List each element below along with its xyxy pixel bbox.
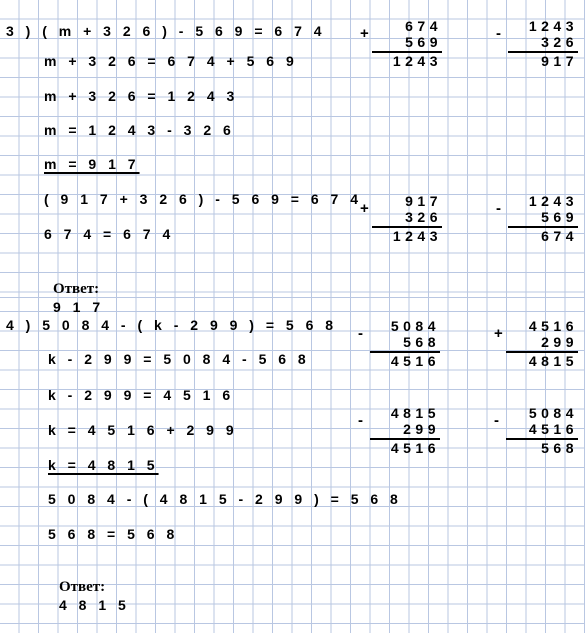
calc-operand-b: 326 <box>541 34 578 50</box>
p4-step-1: k - 2 9 9 = 5 0 8 4 - 5 6 8 <box>48 351 310 367</box>
p3-calc-3 <box>360 193 442 244</box>
p3-calc-1 <box>360 18 442 69</box>
p3-answer-label: Ответ: <box>53 281 100 297</box>
calc-operand-a: 5084 <box>528 405 578 421</box>
p4-answer-label: Ответ: <box>59 579 106 595</box>
calc-operand-a: 1243 <box>528 193 578 209</box>
p4-calc-4 <box>494 405 578 456</box>
p3-equation: 3 ) ( m + 3 2 6 ) - 5 6 9 = 6 7 4 <box>6 23 326 39</box>
calc-operand-b: 299 <box>403 421 440 437</box>
p3-step-3: m = 1 2 4 3 - 3 2 6 <box>44 122 235 138</box>
plus-sign: + <box>360 200 369 217</box>
p4-calc-3 <box>358 405 440 456</box>
calc-operand-b: 569 <box>541 209 578 225</box>
minus-sign: - <box>358 325 363 342</box>
p4-step-3: k = 4 5 1 6 + 2 9 9 <box>48 422 238 438</box>
calc-operand-a: 917 <box>405 193 442 209</box>
calc-result: 1243 <box>372 51 442 69</box>
calc-operand-a: 5084 <box>390 318 440 334</box>
p3-calc-4 <box>496 193 578 244</box>
calc-result: 4516 <box>370 438 440 456</box>
p4-answer-value: 4 8 1 5 <box>59 597 130 613</box>
p3-check-result: 6 7 4 = 6 7 4 <box>44 226 175 242</box>
p4-calc-1 <box>358 318 440 369</box>
minus-sign: - <box>494 412 499 429</box>
plus-sign: + <box>494 325 503 342</box>
p4-calc-2 <box>494 318 578 369</box>
calc-operand-a: 1243 <box>528 18 578 34</box>
p3-result: m = 9 1 7 <box>44 156 140 172</box>
calc-result: 674 <box>508 226 578 244</box>
calc-result: 1243 <box>372 226 442 244</box>
p3-calc-2 <box>496 18 578 69</box>
minus-sign: - <box>496 25 501 42</box>
calc-operand-a: 4815 <box>390 405 440 421</box>
calc-result: 4815 <box>506 351 578 369</box>
calc-operand-b: 4516 <box>528 421 578 437</box>
p3-check: ( 9 1 7 + 3 2 6 ) - 5 6 9 = 6 7 4 <box>44 191 363 207</box>
plus-sign: + <box>360 25 369 42</box>
p4-result: k = 4 8 1 5 <box>48 457 159 473</box>
calc-operand-b: 326 <box>405 209 442 225</box>
p3-step-2: m + 3 2 6 = 1 2 4 3 <box>44 88 239 104</box>
p3-answer-value: 9 1 7 <box>53 299 105 315</box>
p4-check: 5 0 8 4 - ( 4 8 1 5 - 2 9 9 ) = 5 6 8 <box>48 491 402 507</box>
minus-sign: - <box>496 200 501 217</box>
p4-answer <box>44 560 130 633</box>
calc-operand-b: 569 <box>405 34 442 50</box>
calc-result: 4516 <box>370 351 440 369</box>
section-divider <box>0 297 585 298</box>
calc-operand-b: 299 <box>541 334 578 350</box>
calc-operand-b: 568 <box>403 334 440 350</box>
minus-sign: - <box>358 412 363 429</box>
calc-operand-a: 4516 <box>528 318 578 334</box>
p4-equation: 4 ) 5 0 8 4 - ( k - 2 9 9 ) = 5 6 8 <box>6 317 338 333</box>
p4-step-2: k - 2 9 9 = 4 5 1 6 <box>48 387 235 403</box>
calc-result: 568 <box>506 438 578 456</box>
p4-check-result: 5 6 8 = 5 6 8 <box>48 526 179 542</box>
calc-operand-a: 674 <box>405 18 442 34</box>
p3-step-1: m + 3 2 6 = 6 7 4 + 5 6 9 <box>44 53 298 69</box>
calc-result: 917 <box>508 51 578 69</box>
